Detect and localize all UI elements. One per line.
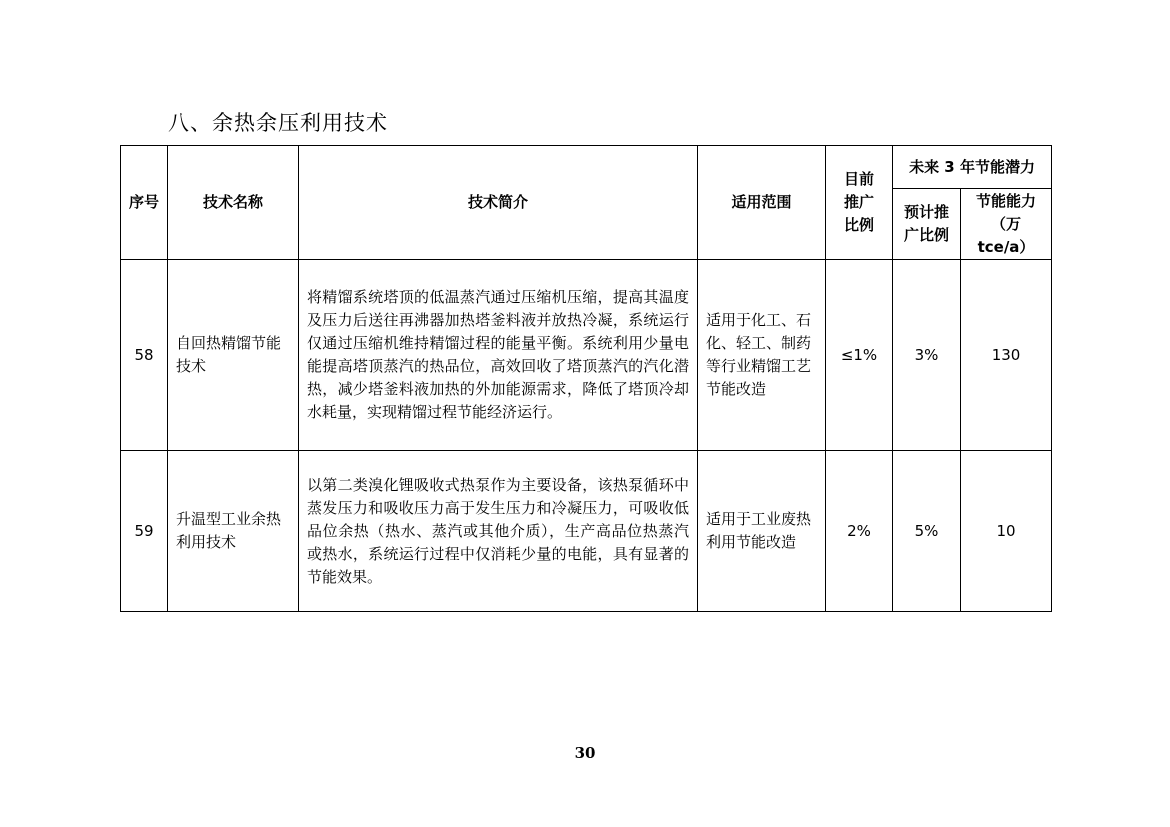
header-expected-ratio: 预计推广比例	[893, 189, 961, 260]
row-intro: 将精馏系统塔顶的低温蒸汽通过压缩机压缩，提高其温度及压力后送往再沸器加热塔釜料液并放热冷凝，系统运行仅通过压缩机维持精馏过程的能量平衡。系统利用少量电能提高塔顶蒸汽的热品位，高效回收了塔顶蒸汽的汽化潜热，减少塔釜料液加热的外加能源需求，降低了塔顶冷却水耗量，实现精馏过程节能经济运行。	[299, 260, 698, 451]
row-seq: 59	[121, 451, 168, 612]
row-capacity: 10	[961, 451, 1052, 612]
table-row	[121, 260, 1052, 451]
row-scope: 适用于化工、石化、轻工、制药等行业精馏工艺节能改造	[698, 260, 826, 451]
row-intro: 以第二类溴化锂吸收式热泵作为主要设备，该热泵循环中蒸发压力和吸收压力高于发生压力和冷凝压力，可吸收低品位余热（热水、蒸汽或其他介质），生产高品位热蒸汽或热水，系统运行过程中仅消耗少量的电能，具有显著的节能效果。	[299, 451, 698, 612]
row-seq: 58	[121, 260, 168, 451]
header-scope: 适用范围	[698, 146, 826, 260]
row-name: 升温型工业余热利用技术	[168, 451, 299, 612]
technology-table	[120, 145, 1052, 612]
row-expected-ratio: 3%	[893, 260, 961, 451]
section-title: 八、余热余压利用技术	[168, 111, 388, 135]
row-expected-ratio: 5%	[893, 451, 961, 612]
header-name: 技术名称	[168, 146, 299, 260]
header-capacity: 节能能力（万 tce/a）	[961, 189, 1052, 260]
row-name: 自回热精馏节能技术	[168, 260, 299, 451]
row-current-ratio: ≤1%	[826, 260, 893, 451]
row-scope: 适用于工业废热利用节能改造	[698, 451, 826, 612]
header-future-potential: 未来 3 年节能潜力	[893, 146, 1052, 189]
page-number: 30	[574, 744, 596, 762]
header-intro: 技术简介	[299, 146, 698, 260]
table-row	[121, 451, 1052, 612]
header-seq: 序号	[121, 146, 168, 260]
row-capacity: 130	[961, 260, 1052, 451]
row-current-ratio: 2%	[826, 451, 893, 612]
header-current-ratio: 目前推广比例	[826, 146, 893, 260]
